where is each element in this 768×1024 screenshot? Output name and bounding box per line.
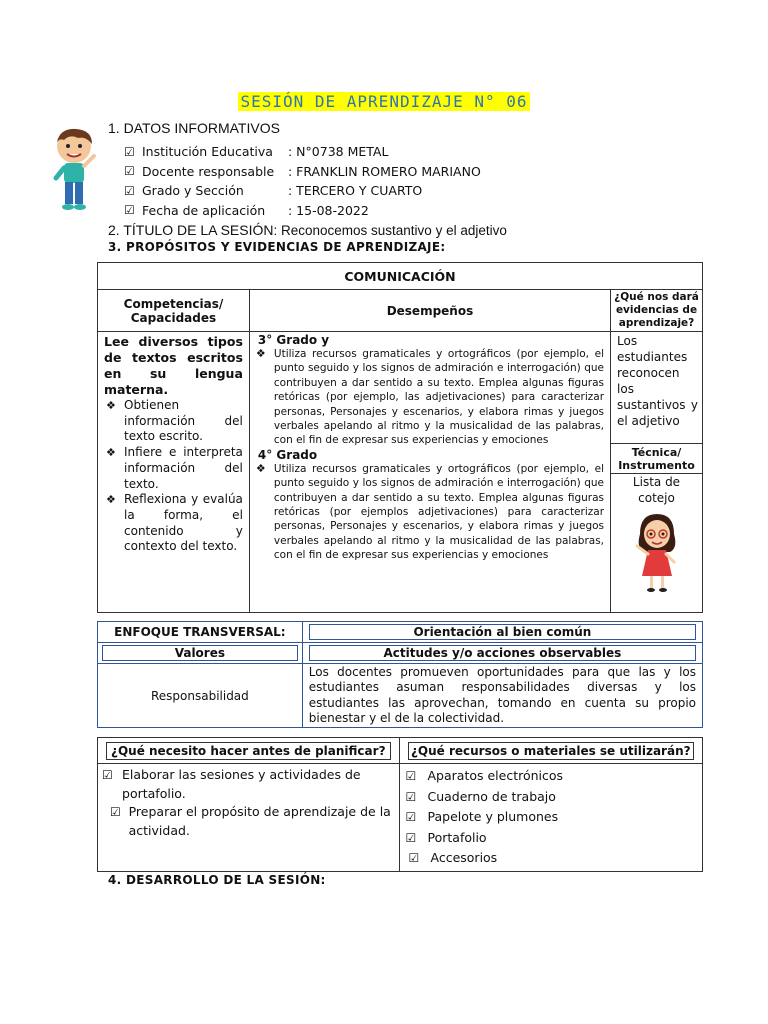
recurso-item-text: Cuaderno de trabajo	[427, 788, 556, 804]
enfoque-table	[97, 621, 703, 728]
checkbox-icon: ☑	[124, 183, 135, 198]
actitudes-header: Actitudes y/o acciones observables	[309, 645, 696, 661]
section-1-heading	[108, 120, 280, 136]
recurso-item-text: Portafolio	[427, 829, 487, 845]
enfoque-label: ENFOQUE TRANSVERSAL:	[98, 622, 303, 643]
list-item	[406, 787, 696, 808]
tecnica-header: Técnica/ Instrumento	[611, 444, 703, 474]
info-label: Institución Educativa	[142, 144, 273, 160]
section-4-heading	[108, 873, 326, 887]
list-item	[406, 766, 696, 787]
info-row	[124, 181, 481, 201]
list-item	[406, 848, 696, 869]
list-item: ❖ Utiliza recursos gramaticales y ortográficos (por ejemplo, el punto seguido y los signos de admiración e interrogación) que contribuyen a dar sentido a su texto. Emplea algunas figuras retóricas (por ejemplos adjetivaciones) para caracterizar personas, Personajes y escenarios, y elabora rimas y juegos verbales apelando al ritmo y la musicalidad de las palabras, con el fin de expresar sus experiencias y emociones	[254, 462, 604, 563]
evidencias-header: ¿Qué nos dará evidencias de aprendizaje?	[611, 290, 703, 332]
info-row	[124, 162, 481, 182]
antes-item-text: Preparar el propósito de aprendizaje de la actividad.	[128, 804, 391, 838]
list-item: ❖ Obtienen información del texto escrito.	[104, 398, 243, 445]
checkbox-icon: ☑	[405, 769, 417, 783]
desempenos-cell	[249, 332, 610, 613]
boy-illustration-icon	[50, 126, 100, 214]
session-title-text: SESIÓN DE APRENDIZAJE N° 06	[240, 92, 528, 111]
grado-3-title: 3° Grado y	[257, 333, 330, 347]
checkbox-icon: ☑	[124, 144, 135, 159]
info-value: : TERCERO Y CUARTO	[288, 183, 423, 199]
list-item	[406, 828, 696, 849]
section-2-heading	[108, 222, 507, 238]
section-1-title: DATOS INFORMATIVOS	[123, 120, 280, 136]
valores-header: Valores	[102, 645, 298, 661]
girl-illustration-icon	[634, 512, 680, 594]
section-1-number: 1.	[108, 120, 120, 136]
antes-header-cell	[98, 738, 400, 764]
recursos-cell	[399, 764, 702, 872]
actitud-cell: Los docentes promueven oportunidades para que las y los estudiantes asuman responsabilidades diversas y los estudiantes las aprovechan, tomando en cuenta su propio bienestar y el de la colectividad.	[302, 664, 702, 728]
area-header: COMUNICACIÓN	[98, 263, 703, 290]
tecnica-value: Lista de cotejo	[632, 475, 681, 505]
session-topic: : Reconocemos sustantivo y el adjetivo	[273, 223, 507, 238]
list-item: ❖ Infiere e interpreta información del texto.	[104, 445, 243, 492]
grado-3-list	[254, 347, 604, 448]
section-3-heading	[108, 240, 445, 254]
info-label: Grado y Sección	[142, 183, 244, 199]
list-item	[102, 803, 395, 840]
checkbox-icon: ☑	[124, 203, 135, 218]
list-item: ❖ Utiliza recursos gramaticales y ortográficos (por ejemplo, el punto seguido y los signos de admiración e interrogación) que contribuyen a dar sentido a su texto. Emplea algunas figuras retóricas (por ejemplo, las adjetivaciones) para caracterizar personas, Personajes y escenarios, y elabora rimas y juegos verbales apelando al ritmo y la musicalidad de las palabras, con el fin de expresar sus experiencias y emociones	[254, 347, 604, 448]
info-list	[124, 142, 481, 220]
section-2-title: TÍTULO DE LA SESIÓN	[123, 222, 274, 238]
info-label: Fecha de aplicación	[142, 202, 266, 218]
enfoque-value-cell	[302, 622, 702, 643]
list-item: ❖ Reflexiona y evalúa la forma, el contenido y contexto del texto.	[104, 492, 243, 555]
recursos-header-cell	[399, 738, 702, 764]
section-2-number: 2.	[108, 222, 120, 238]
checkbox-icon: ☑	[110, 805, 121, 819]
info-label: Docente responsable	[142, 163, 275, 179]
checkbox-icon: ☑	[408, 851, 420, 866]
recurso-item-text: Accesorios	[430, 850, 498, 866]
tecnica-cell	[611, 474, 703, 613]
grado-4-title: 4° Grado	[257, 447, 318, 462]
info-value: : 15-08-2022	[288, 202, 369, 218]
evidencia-cell: Los estudiantes reconocen los sustantivos y el adjetivo	[611, 332, 703, 444]
recursos-header: ¿Qué recursos o materiales se utilizarán?	[408, 742, 694, 760]
info-row	[124, 201, 481, 221]
antes-item-text: Elaborar las sesiones y actividades de portafolio.	[122, 767, 361, 801]
list-item	[102, 766, 395, 803]
competencias-cell	[98, 332, 250, 613]
desempenos-header: Desempeños	[249, 290, 610, 332]
section-4-number: 4.	[108, 873, 122, 887]
capacidades-list	[104, 398, 243, 555]
antes-cell	[98, 764, 400, 872]
info-value: : N°0738 METAL	[288, 144, 389, 160]
list-item	[406, 807, 696, 828]
valores-header-cell	[98, 643, 303, 664]
recurso-item-text: Papelote y plumones	[427, 809, 559, 825]
checkbox-icon: ☑	[102, 768, 113, 782]
competencias-header: Competencias/ Capacidades	[98, 290, 250, 332]
session-title	[0, 92, 768, 111]
recurso-item-text: Aparatos electrónicos	[427, 768, 564, 783]
section-3-title: PROPÓSITOS Y EVIDENCIAS DE APRENDIZAJE:	[126, 240, 446, 254]
communication-table	[97, 262, 703, 613]
antes-header: ¿Qué necesito hacer antes de planificar?	[106, 742, 391, 760]
grado-4-list	[254, 462, 604, 563]
competencia-text: Lee diversos tipos de textos escritos en su lengua materna.	[104, 334, 243, 397]
valor-cell: Responsabilidad	[98, 664, 303, 728]
planning-table	[97, 737, 703, 872]
checkbox-icon: ☑	[124, 164, 135, 179]
checkbox-icon: ☑	[405, 789, 417, 804]
checkbox-icon: ☑	[405, 810, 417, 825]
actitudes-header-cell	[302, 643, 702, 664]
info-row	[124, 142, 481, 162]
enfoque-value: Orientación al bien común	[309, 624, 696, 640]
section-3-number: 3.	[108, 240, 122, 254]
section-4-title: DESARROLLO DE LA SESIÓN:	[126, 873, 326, 887]
info-value: : FRANKLIN ROMERO MARIANO	[288, 163, 481, 179]
checkbox-icon: ☑	[405, 830, 417, 845]
